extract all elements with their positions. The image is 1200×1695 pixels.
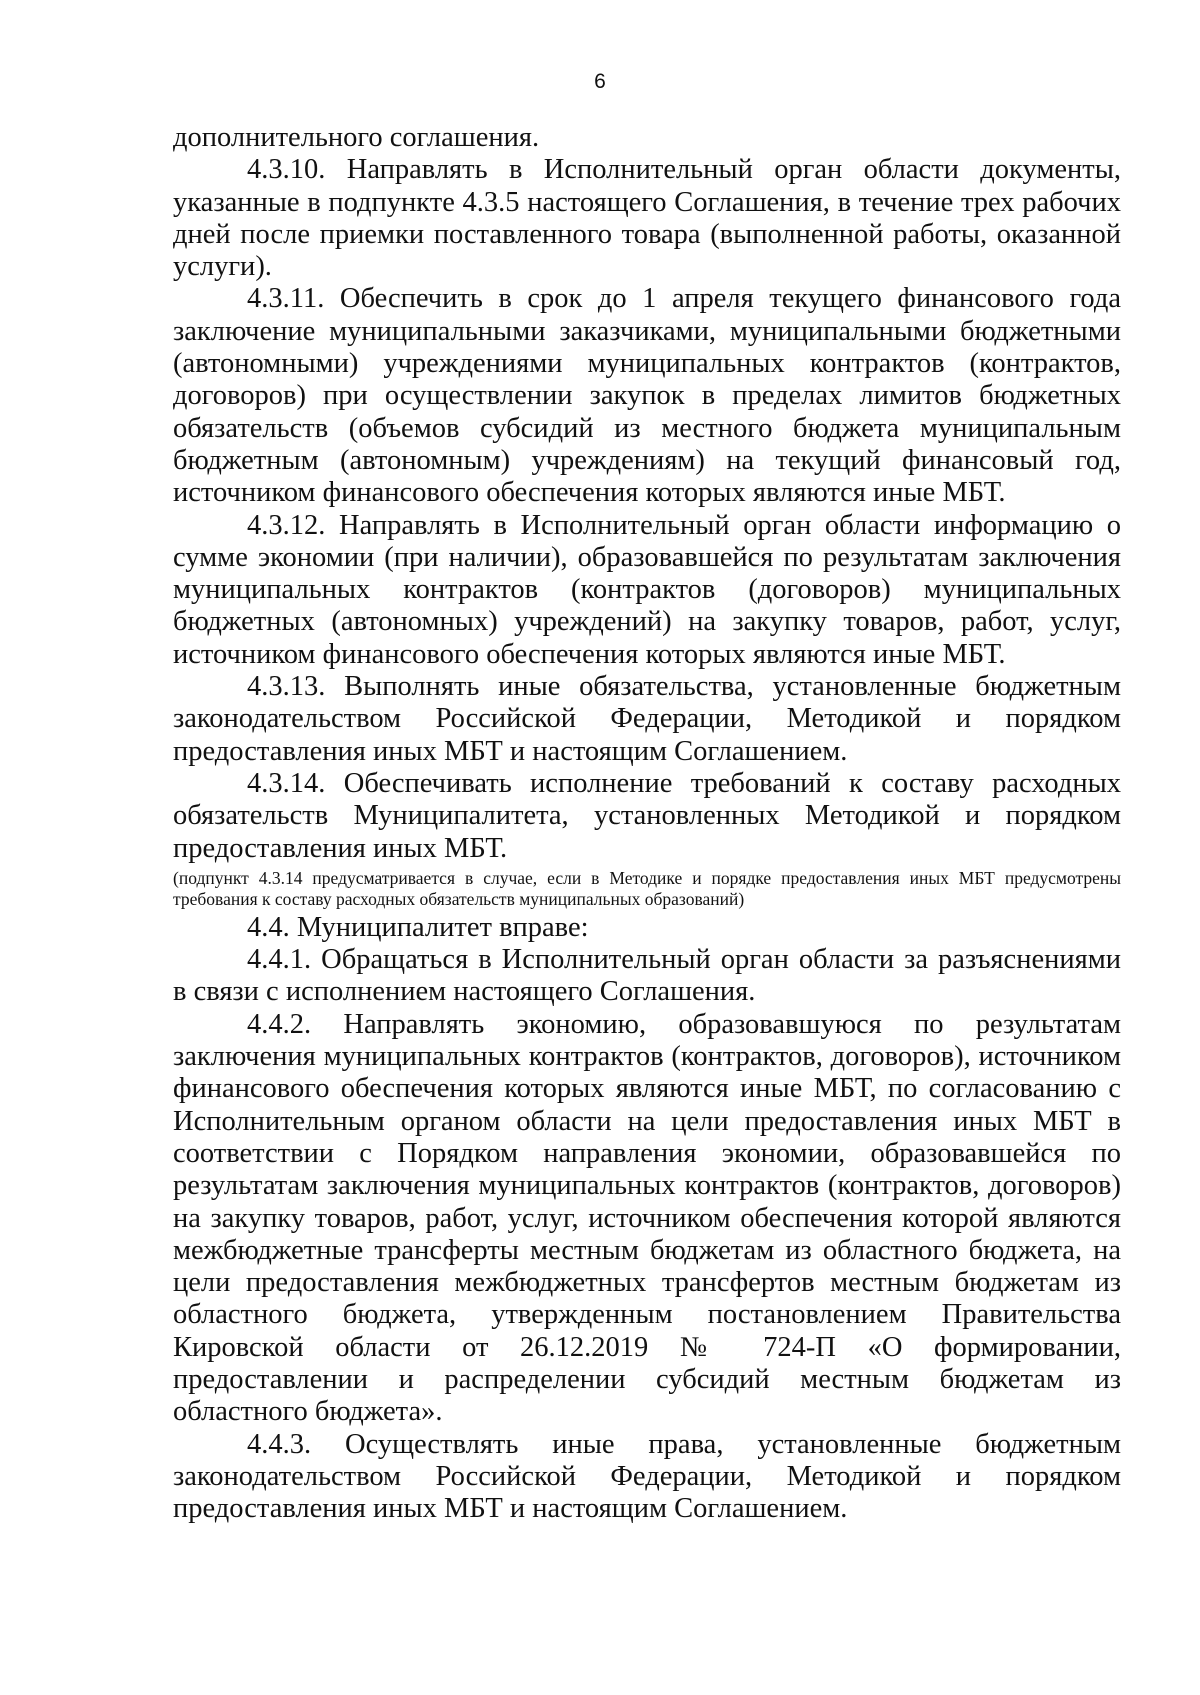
paragraph-number: 4.3.12. <box>247 509 326 541</box>
paragraph-4-3-13 <box>173 671 1121 768</box>
paragraph-number: 4.3.13. <box>247 671 326 703</box>
paragraph-number: 4.4.3. <box>247 1428 312 1460</box>
paragraph-4-4-1 <box>173 944 1121 1009</box>
paragraph-number: 4.3.10. <box>247 154 326 186</box>
paragraph-text: Муниципалитет вправе: <box>296 911 589 943</box>
paragraph-text: дополнительного соглашения. <box>173 122 540 153</box>
paragraph-4-3-11 <box>173 283 1121 509</box>
paragraph-text: Обеспечить в срок до 1 апреля текущего финансового года заключение муниципальными заказчиками, муниципальными бюджетными (автономными) учреждениями муниципальных контрактов (контрактов, договоров) при осуществлении закупок в пределах лимитов бюджетных обязательств (объемов субсидий из местного бюджета муниципальным бюджетным (автономным) учреждениям) на текущий финансовый год, источником финансового обеспечения которых являются иные МБТ. <box>173 283 1122 509</box>
paragraph-number: 4.3.11. <box>247 283 325 315</box>
paragraph-4-4-2 <box>173 1009 1121 1429</box>
document-body <box>173 122 1121 1525</box>
paragraph-text: Осуществлять иные права, установленные бюджетным законодательством Российской Федерации, Методикой и порядком предоставления иных МБТ и настоящим Соглашением. <box>173 1428 1121 1525</box>
paragraph-4-3-12 <box>173 510 1121 671</box>
paragraph-continuation <box>173 122 1121 154</box>
paragraph-text: Направлять экономию, образовавшуюся по результатам заключения муниципальных контрактов (контрактов, договоров), источником финансового обеспечения которых являются иные МБТ, по согласованию с Исполнительным органом области на цели предоставления иных МБТ в соответствии с Порядком направления экономии, образовавшейся по результатам заключения муниципальных контрактов (контрактов, договоров) на закупку товаров, работ, услуг, источником обеспечения которой являются межбюджетные трансферты местным бюджетам из областного бюджета, на цели предоставления межбюджетных трансфертов местным бюджетам из областного бюджета, утвержденным постановлением Правительства Кировской области от 26.12.2019 № 724-П «О формировании, предоставлении и распределении субсидий местным бюджетам из областного бюджета». <box>173 1008 1121 1428</box>
paragraph-text: Обеспечивать исполнение требований к составу расходных обязательств Муниципалитета, установленных Методикой и порядком предоставления иных МБТ. <box>173 767 1121 864</box>
paragraph-4-4 <box>173 912 1121 944</box>
page-number: 6 <box>594 70 606 93</box>
paragraph-number: 4.3.14. <box>247 767 326 799</box>
paragraph-4-3-10 <box>173 154 1121 283</box>
paragraph-4-4-3 <box>173 1429 1121 1526</box>
footnote-4-3-14: (подпункт 4.3.14 предусматривается в случае, если в Методике и порядке предоставления иных МБТ предусмотрены требования к составу расходных обязательств муниципальных образований) <box>173 867 1121 909</box>
paragraph-text: Обращаться в Исполнительный орган области за разъяснениями в связи с исполнением настоящего Соглашения. <box>173 944 1121 1008</box>
paragraph-text: Направлять в Исполнительный орган области документы, указанные в подпункте 4.3.5 настоящего Соглашения, в течение трех рабочих дней после приемки поставленного товара (выполненной работы, оказанной услуги). <box>173 154 1121 283</box>
paragraph-number: 4.4.2. <box>247 1008 312 1040</box>
paragraph-text: Направлять в Исполнительный орган области информацию о сумме экономии (при наличии), образовавшейся по результатам заключения муниципальных контрактов (контрактов (договоров) муниципальных бюджетных (автономных) учреждений) на закупку товаров, работ, услуг, источником финансового обеспечения которых являются иные МБТ. <box>173 509 1122 670</box>
paragraph-text: Выполнять иные обязательства, установленные бюджетным законодательством Российской Федерации, Методикой и порядком предоставления иных МБТ и настоящим Соглашением. <box>173 671 1121 767</box>
paragraph-number: 4.4. <box>247 911 290 943</box>
paragraph-4-3-14 <box>173 768 1121 865</box>
paragraph-number: 4.4.1. <box>247 944 312 976</box>
